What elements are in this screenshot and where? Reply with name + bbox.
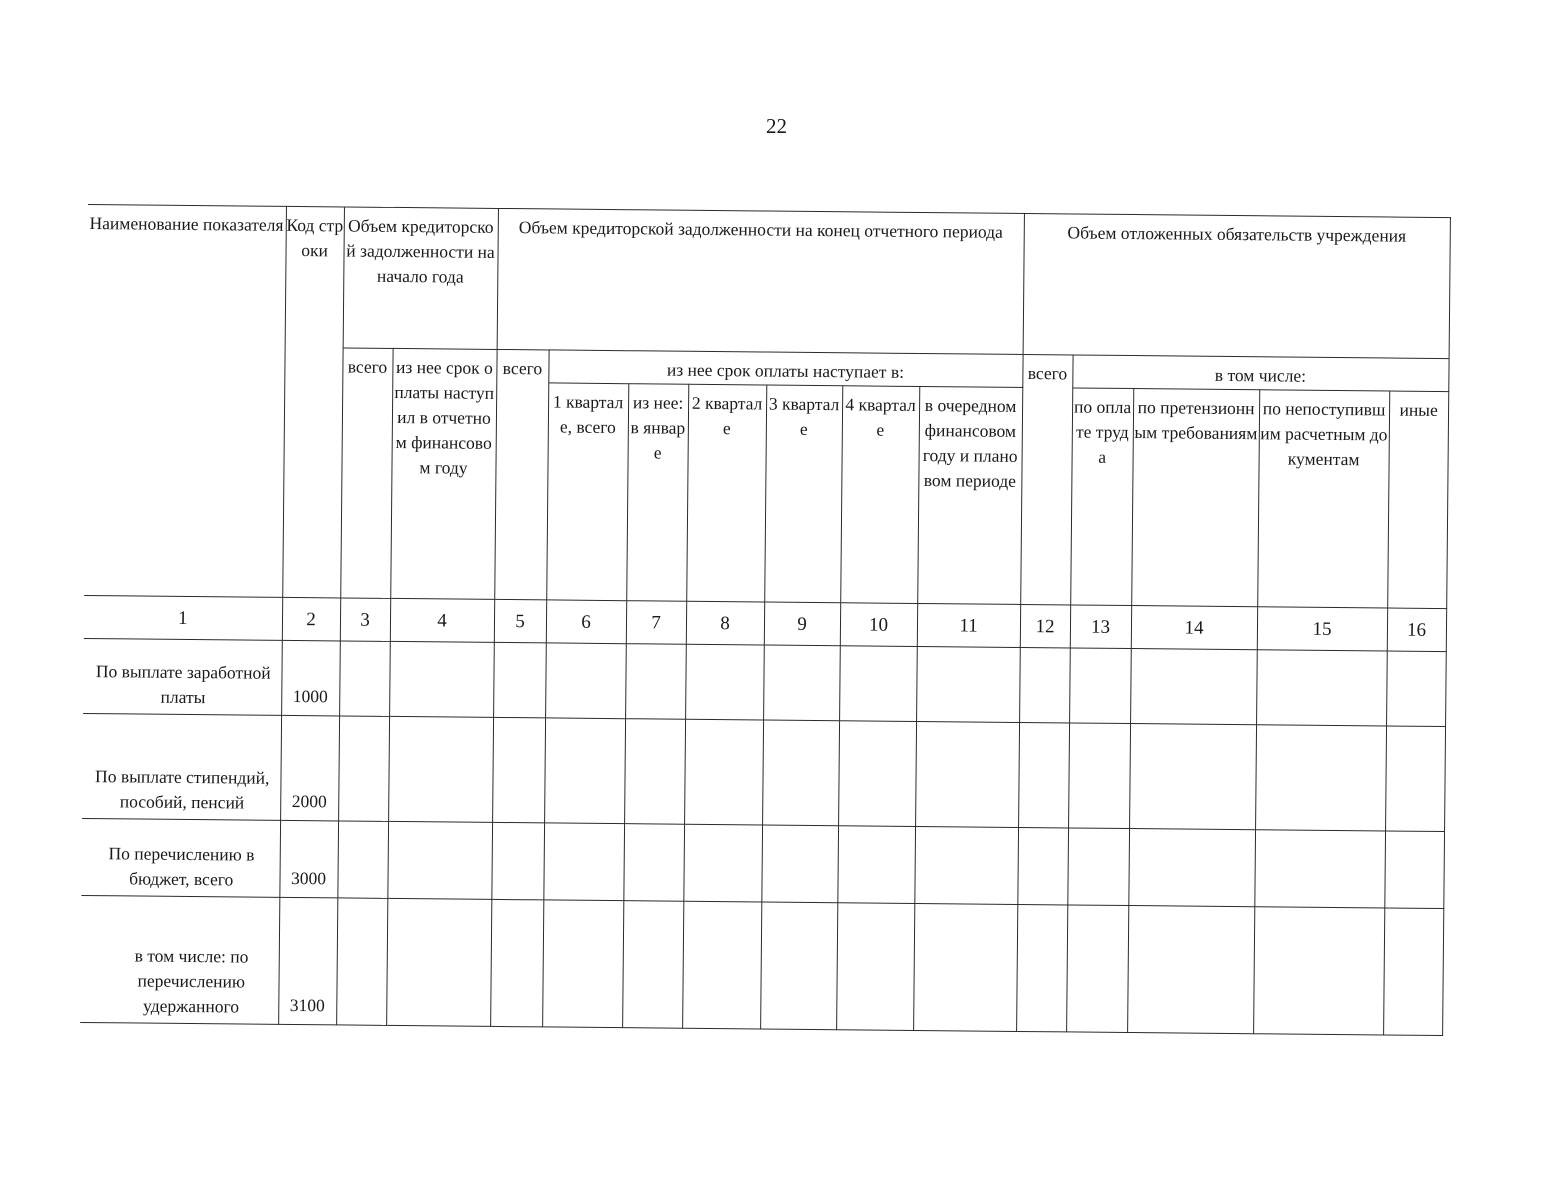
table-cell — [1066, 905, 1128, 1033]
header-q3: 3 квартале — [764, 385, 842, 603]
table-cell — [1129, 724, 1256, 830]
header-deferred: Объем отложенных обязательств учреждения — [1023, 213, 1450, 358]
table-cell — [1255, 725, 1386, 831]
table-cell — [387, 821, 492, 899]
column-number: 1 — [84, 595, 282, 640]
table-cell — [339, 641, 390, 716]
table-cell — [914, 826, 1018, 904]
table-cell — [388, 716, 493, 822]
table-cell — [1128, 829, 1255, 907]
table-cell — [624, 719, 685, 825]
header-opening-debt: Объем кредиторской задолженности на начало года — [343, 207, 498, 349]
table-cell — [1069, 648, 1131, 724]
table-cell — [915, 721, 1019, 827]
column-number: 2 — [282, 597, 340, 641]
table-cell — [544, 718, 625, 824]
column-number: 11 — [917, 603, 1020, 647]
header-deferred-including: в том числе: — [1072, 355, 1448, 392]
table-cell — [492, 717, 545, 822]
table-cell — [623, 824, 684, 902]
table-cell — [1385, 726, 1445, 832]
row-label: в том числе: по перечислению удержанного — [80, 895, 279, 1024]
header-row-1 — [87, 204, 1450, 358]
table-cell — [1018, 722, 1069, 827]
table-cell — [1016, 904, 1067, 1031]
table-cell — [490, 899, 543, 1026]
column-number: 14 — [1131, 606, 1257, 650]
table-cell — [836, 903, 914, 1031]
header-q1-total: 1 квартале, всего — [546, 383, 628, 601]
header-code: Код строки — [282, 206, 344, 598]
header-deferred-total: всего — [1020, 354, 1072, 604]
table-cell — [762, 720, 839, 826]
header-next-year: в очередном финансовом году и плановом периоде — [917, 386, 1022, 604]
row-label: По выплате стипендий, пособий, пенсий — [82, 713, 281, 820]
table-cell — [491, 822, 544, 899]
table-cell — [543, 823, 624, 901]
table-cell — [542, 900, 623, 1028]
table-cell — [1130, 649, 1257, 725]
row-code: 2000 — [280, 715, 339, 821]
table-cell — [1384, 831, 1444, 909]
table-row — [83, 638, 1446, 726]
header-claims: по претензионным требованиям — [1131, 389, 1259, 607]
header-q2: 2 квартале — [686, 384, 766, 602]
column-number: 3 — [340, 598, 390, 641]
table-cell — [337, 821, 388, 898]
table-cell — [1383, 908, 1443, 1036]
column-number: 12 — [1020, 604, 1070, 647]
table-cell — [761, 825, 838, 903]
column-number: 9 — [764, 602, 840, 646]
table-cell — [493, 642, 546, 717]
column-number: 5 — [494, 599, 546, 642]
header-wages: по оплате труда — [1070, 388, 1133, 606]
header-other: иные — [1387, 391, 1448, 609]
column-number: 4 — [390, 598, 494, 642]
table-cell — [837, 826, 915, 904]
header-q1-january: из нее: в январе — [626, 384, 688, 602]
header-closing-total: всего — [494, 349, 548, 599]
header-opening-total: всего — [340, 348, 392, 598]
column-number: 13 — [1070, 605, 1131, 649]
header-q4: 4 квартале — [840, 386, 919, 604]
table-cell — [913, 903, 1017, 1031]
table-cell — [760, 902, 837, 1030]
table-cell — [389, 641, 494, 717]
table-cell — [763, 645, 840, 721]
row-code: 1000 — [281, 640, 340, 716]
table-cell — [683, 824, 762, 902]
row-label: По выплате заработной платы — [83, 638, 282, 715]
row-code: 3000 — [279, 820, 338, 898]
column-number: 6 — [546, 600, 626, 644]
header-documents: по непоступившим расчетным документам — [1257, 390, 1389, 608]
table-cell — [1253, 907, 1384, 1035]
table-cell — [839, 646, 917, 722]
table-cell — [336, 898, 387, 1025]
report-table-wrapper — [80, 204, 1450, 1036]
header-name: Наименование показателя — [84, 204, 286, 597]
table-cell — [1386, 651, 1446, 727]
table-cell — [682, 901, 761, 1029]
table-row — [81, 818, 1444, 908]
column-number: 8 — [686, 601, 764, 645]
page-number: 22 — [766, 114, 787, 138]
table-cell — [1019, 647, 1070, 722]
accounts-payable-table — [80, 204, 1450, 1036]
table-cell — [685, 644, 764, 720]
header-closing-due: из нее срок оплаты наступает в: — [548, 350, 1022, 388]
column-number: 10 — [840, 603, 917, 647]
table-cell — [338, 716, 389, 821]
row-code: 3100 — [278, 897, 337, 1025]
table-row — [80, 895, 1443, 1035]
table-cell — [1067, 828, 1129, 906]
column-number: 15 — [1257, 607, 1387, 651]
table-cell — [838, 721, 916, 827]
row-label: По перечислению в бюджет, всего — [81, 818, 280, 897]
table-cell — [625, 644, 686, 720]
column-number: 16 — [1387, 608, 1446, 652]
table-cell — [386, 898, 491, 1026]
table-cell — [545, 643, 626, 719]
table-row — [82, 713, 1445, 831]
table-cell — [1127, 906, 1254, 1034]
table-cell — [684, 719, 763, 825]
table-cell — [1254, 830, 1385, 908]
table-cell — [916, 646, 1020, 722]
table-cell — [622, 901, 683, 1029]
table-cell — [1017, 827, 1068, 904]
column-number: 7 — [626, 601, 686, 645]
table-cell — [1068, 723, 1130, 829]
header-closing-debt: Объем кредиторской задолженности на конец отчетного периода — [497, 208, 1024, 354]
header-opening-due: из нее срок оплаты наступил в отчетном финансовом году — [390, 348, 496, 599]
table-cell — [1256, 650, 1387, 726]
